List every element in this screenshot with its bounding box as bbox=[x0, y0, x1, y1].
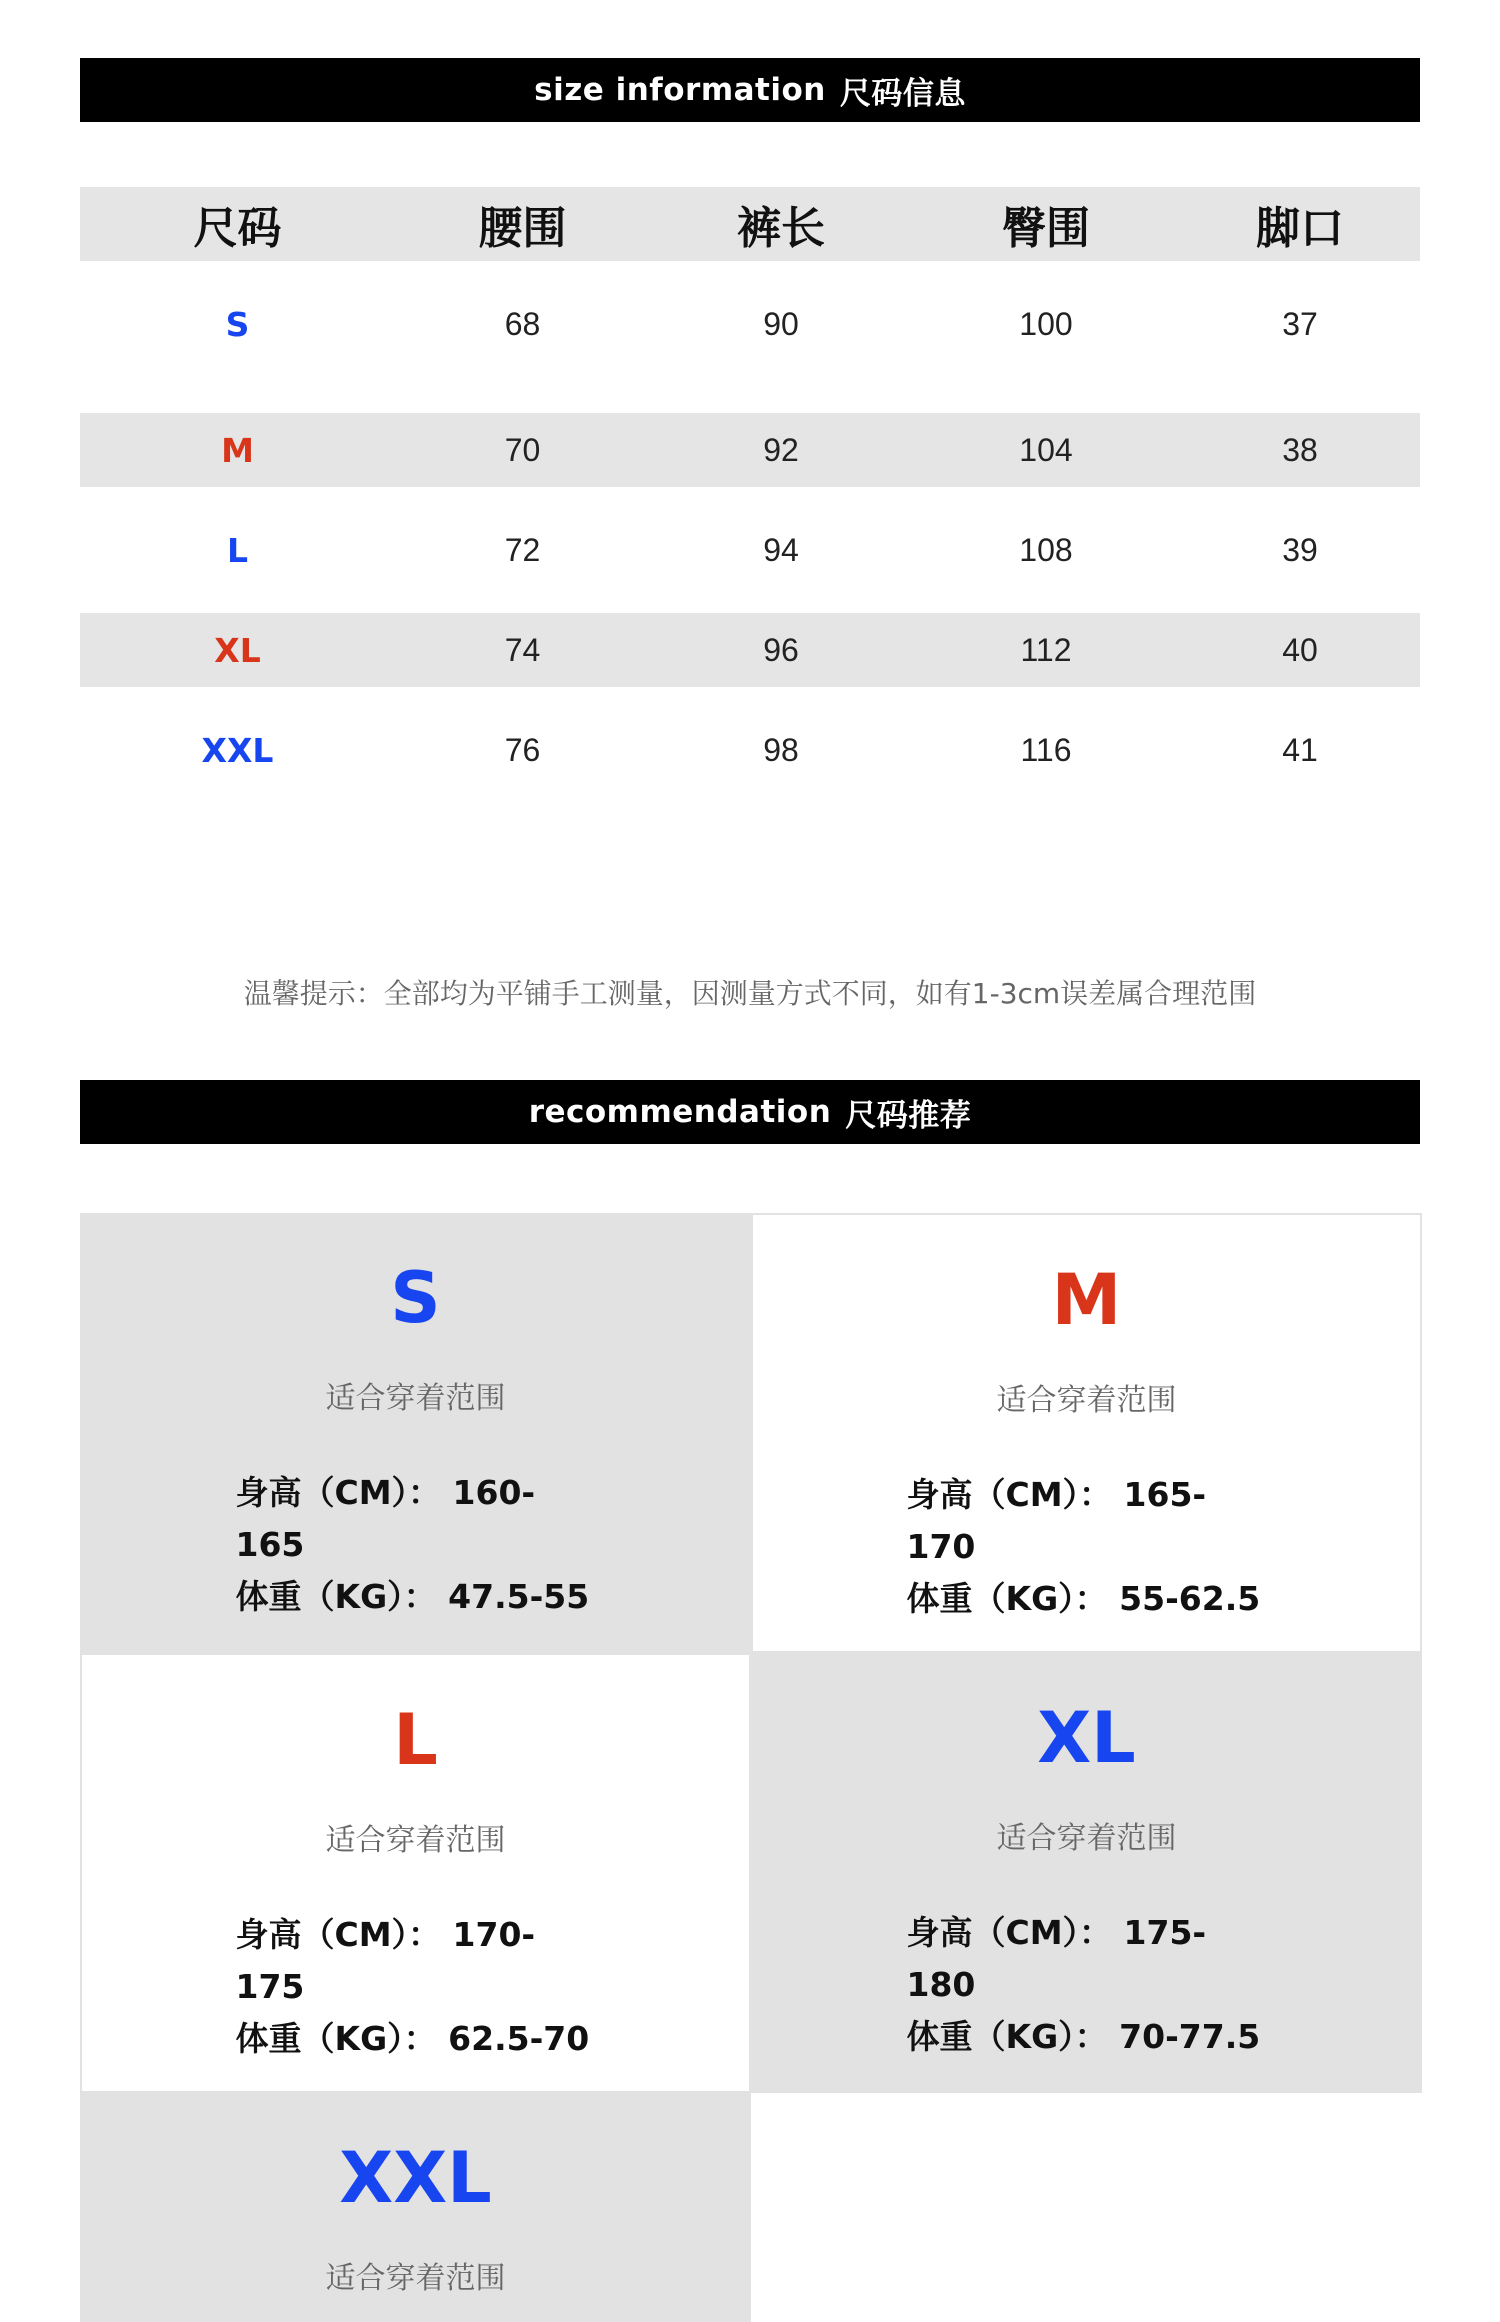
fit-range-label: 适合穿着范围 bbox=[325, 2261, 506, 2296]
recommendation-card-l bbox=[80, 1653, 751, 2093]
table-row bbox=[80, 613, 1420, 687]
recommendation-card-xl bbox=[751, 1653, 1422, 2093]
recommendation-card-m bbox=[751, 1213, 1422, 1653]
weight-range: 体重（KG）： 70-77.5 bbox=[906, 2017, 1261, 2056]
hem-value: 37 bbox=[1282, 305, 1318, 342]
recommendation-header bbox=[80, 1080, 1420, 1144]
hip-value: 100 bbox=[1019, 305, 1073, 342]
size-label: M bbox=[221, 430, 254, 470]
hip-value: 112 bbox=[1020, 631, 1072, 668]
table-row bbox=[80, 513, 1420, 587]
header-hip: 臀围 bbox=[1002, 203, 1090, 254]
table-row bbox=[80, 261, 1420, 387]
length-value: 96 bbox=[763, 631, 799, 668]
height-range: 身高（CM）： 160-165 bbox=[235, 1473, 536, 1564]
recommendation-size: L bbox=[393, 1699, 438, 1781]
body-spec bbox=[236, 1909, 596, 2065]
header-hem: 脚口 bbox=[1256, 203, 1344, 254]
waist-value: 72 bbox=[504, 531, 541, 568]
table-header-row bbox=[80, 187, 1420, 261]
hip-value: 108 bbox=[1019, 531, 1073, 568]
body-spec bbox=[907, 1469, 1267, 1625]
weight-range: 体重（KG）： 55-62.5 bbox=[906, 1579, 1261, 1618]
table-row bbox=[80, 713, 1420, 787]
fit-range-label: 适合穿着范围 bbox=[325, 1381, 506, 1416]
waist-value: 68 bbox=[504, 305, 541, 342]
header-size: 尺码 bbox=[193, 203, 282, 254]
length-value: 90 bbox=[763, 305, 799, 342]
hip-value: 116 bbox=[1020, 731, 1072, 768]
waist-value: 74 bbox=[504, 631, 541, 668]
waist-value: 76 bbox=[504, 731, 541, 768]
hem-value: 39 bbox=[1282, 531, 1318, 568]
body-spec bbox=[236, 1467, 596, 1623]
length-value: 92 bbox=[763, 431, 799, 468]
size-label: XL bbox=[214, 630, 261, 670]
size-information-title-en: size information bbox=[534, 72, 826, 108]
fit-range-label: 适合穿着范围 bbox=[325, 1823, 506, 1858]
size-information-header bbox=[80, 58, 1420, 122]
recommendation-grid bbox=[80, 1213, 1422, 2322]
height-range: 身高（CM）： 165-170 bbox=[906, 1475, 1207, 1566]
recommendation-size: XXL bbox=[339, 2137, 492, 2219]
size-table bbox=[80, 187, 1420, 787]
hip-value: 104 bbox=[1019, 431, 1073, 468]
length-value: 98 bbox=[763, 731, 799, 768]
height-range: 身高（CM）： 175-180 bbox=[906, 1913, 1207, 2004]
recommendation-size: S bbox=[390, 1257, 441, 1339]
header-waist: 腰围 bbox=[478, 203, 567, 254]
recommendation-title-cn: 尺码推荐 bbox=[845, 1097, 972, 1134]
recommendation-size: XL bbox=[1037, 1697, 1136, 1779]
weight-range: 体重（KG）： 62.5-70 bbox=[235, 2019, 590, 2058]
hem-value: 38 bbox=[1282, 431, 1318, 468]
size-label: L bbox=[226, 530, 249, 570]
waist-value: 70 bbox=[504, 431, 541, 468]
recommendation-card-xxl bbox=[80, 2093, 751, 2322]
recommendation-title-en: recommendation bbox=[528, 1094, 832, 1130]
body-spec bbox=[907, 1907, 1267, 2063]
size-information-title-cn: 尺码信息 bbox=[839, 75, 966, 112]
measurement-note: 温馨提示：全部均为平铺手工测量，因测量方式不同，如有1-3cm误差属合理范围 bbox=[243, 977, 1257, 1010]
size-label: XXL bbox=[201, 730, 274, 770]
recommendation-size: M bbox=[1051, 1259, 1122, 1341]
height-range: 身高（CM）： 170-175 bbox=[235, 1915, 536, 2006]
header-length: 裤长 bbox=[737, 203, 825, 254]
hem-value: 41 bbox=[1282, 731, 1318, 768]
fit-range-label: 适合穿着范围 bbox=[996, 1821, 1177, 1856]
fit-range-label: 适合穿着范围 bbox=[996, 1383, 1177, 1418]
recommendation-card-s bbox=[80, 1213, 751, 1653]
size-label: S bbox=[225, 304, 250, 344]
table-row bbox=[80, 413, 1420, 487]
weight-range: 体重（KG）： 47.5-55 bbox=[235, 1577, 590, 1616]
hem-value: 40 bbox=[1282, 631, 1318, 668]
length-value: 94 bbox=[763, 531, 799, 568]
